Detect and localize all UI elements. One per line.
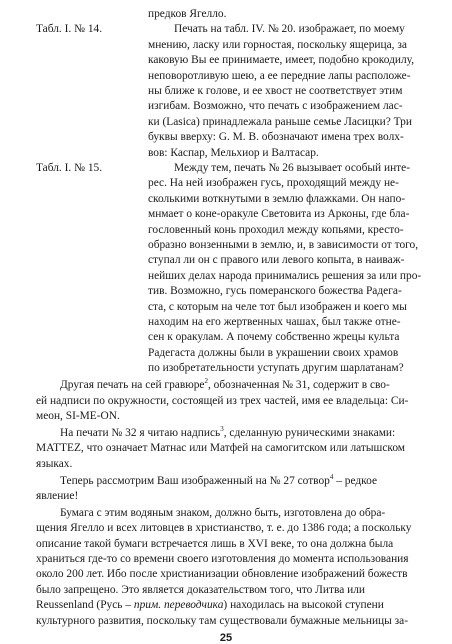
text-line: тив. Возможно, гусь померанского божества Радегa- [148,285,402,298]
text-line: гословенный конь проходил между копьями, кресто- [148,223,404,236]
text-line: ста, с которым на челе тот был изображен и коего мы [148,300,407,313]
text-line: Бумага с этим водяным знаком, должно быть, изготовлена до обра- [60,506,386,519]
text-line: по изобретательности уступать другим шарлатанам? [148,362,404,375]
text-line: ки (Lasica) принадлежала раньше семье Ласицки? Три [148,115,412,128]
text-line: Теперь рассмотрим Ваш изображенный на № 27 сотвор$^4$ – редкое [60,472,378,487]
text-line: вов: Каспар, Мельхиор и Валтасар. [148,146,319,159]
text-line: мнмает о коне-оракуле Световита из Арконы, где бла- [148,208,410,221]
text-line: Между тем, печать № 26 вызывает особый инте- [174,162,410,174]
text-line: храниться где-то со времени своего изготовления до момента использования [36,553,409,565]
text-line: ей надписи по окружности, состоящей из трех частей, имя ее владельца: Си- [36,394,409,407]
margin-reference: Табл. I. № 14. [36,23,103,36]
text-line: описание такой бумаги встречается лишь в XVI веке, то она должна была [36,537,394,550]
text-line: нейших делах народа принимались решения за или про- [148,269,422,282]
text-line: культурного развития, поскольку там существовали бумажные мельницы за- [36,614,408,627]
footnote-marker: 2 [204,377,208,386]
text-line: было запрещено. Это является доказательством того, что Литва или [36,583,365,596]
text-line: языках. [36,457,73,470]
text-line: рес. На ней изображен гусь, проходящий между не- [148,177,399,190]
text-line: щения Ягелло и всех литовцев в христианство, т. е. до 1386 года; а поскольку [36,522,412,535]
text-line: Другая печать на сей гравюре$^2$, обозначенная № 31, содержит в сво- [60,377,390,392]
text-line: ступал ли он с правого или левого копыта, в наиваж- [148,254,405,267]
text-line: явление! [36,489,79,502]
text-line: Печать на табл. IV. № 20. изображает, по моему [174,23,405,36]
text-line: MATTEZ, что означает Матнас или Матфей на самогитском или латышском [36,442,406,455]
footnote-marker: 4 [329,472,334,481]
text-line: меон, SI-ME-ON. [36,409,120,422]
text-line: мнению, ласку или горностая, поскольку ящерица, за [148,38,407,51]
text-line: буквы вверху: G. M. B. обозначают имена трех волх- [148,131,404,144]
text-line: образно вонзенными в землю, и, в зависимости от того, [148,239,419,251]
text-line: Reussenland (Русь – прим. переводчика) находилась на высокой ступени [36,599,384,612]
margin-reference: Табл. I. № 15. [36,162,103,174]
text-line: около 200 лет. Ибо после христианизации обновление изображений божеств [36,568,408,581]
text-line: изгибам. Возможно, что печать с изображением лас- [148,100,403,113]
text-line: предков Ягелло. [148,8,227,20]
text-line: находим на его жертвенных чашах, был также отне- [148,316,401,328]
page-number: 25 [219,632,233,644]
text-line: неповоротливую шею, а ее передние лапы расположе- [148,69,411,82]
text-line: ны ближе к голове, и ее хвост не соответствует этим [148,85,403,97]
text-line: На печати № 32 я читаю надпись$^3$, сделанную руническими знаками: [60,425,396,439]
text-line: Радегаста должны были в украшении своих храмов [148,346,399,359]
text-line: сколькими воткнутыми в землю флажками. Он напо- [148,192,406,205]
text-line: каковую Вы ее принимаете, имеет, подобно крокодилу, [148,54,415,67]
footnote-marker: 3 [220,425,224,433]
text-line: сен к оракулам. А почему собственно жрецы культа [148,331,400,344]
